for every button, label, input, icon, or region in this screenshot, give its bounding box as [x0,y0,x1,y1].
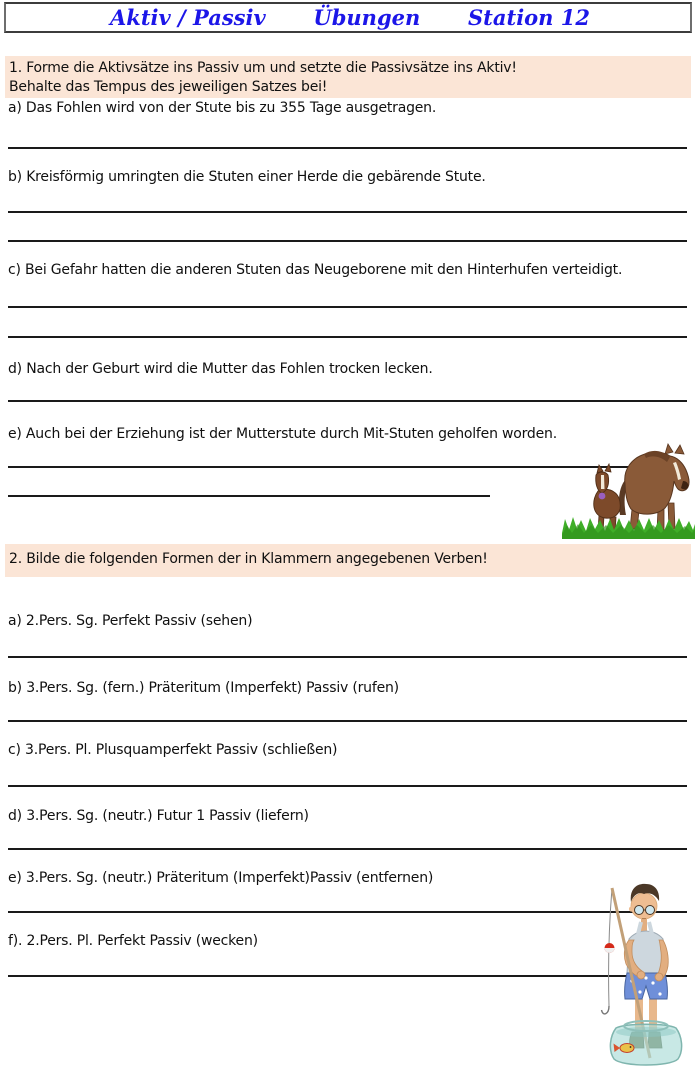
answer-line [8,656,687,658]
task2-item-d: d) 3.Pers. Sg. (neutr.) Futur 1 Passiv (liefern) [8,808,309,824]
answer-line [8,336,687,338]
answer-line [8,975,687,977]
mare-with-foal-icon [562,429,695,539]
answer-line [8,848,687,850]
boy-fishing-image [596,860,696,1070]
boy-fishing-icon [596,860,696,1070]
answer-line [8,400,687,402]
answer-line [8,720,687,722]
task1-item-a: a) Das Fohlen wird von der Stute bis zu 355 Tage ausgetragen. [8,100,437,116]
mare-with-foal-image [562,429,695,539]
task1-instruction-line2: Behalte das Tempus des jeweiligen Satzes bei! [9,79,328,95]
answer-line [8,147,687,149]
task1-item-e: e) Auch bei der Erziehung ist der Mutterstute durch Mit-Stuten geholfen worden. [8,426,557,442]
task1-instruction [5,56,691,98]
task2-instruction [5,544,691,577]
answer-line [8,211,687,213]
task2-item-f: f). 2.Pers. Pl. Perfekt Passiv (wecken) [8,933,258,949]
answer-line [8,785,687,787]
answer-line [8,240,687,242]
task2-instruction-text: 2. Bilde die folgenden Formen der in Klammern angegebenen Verben! [9,551,488,567]
header-subtitle: Übungen [313,5,421,30]
task1-item-b: b) Kreisförmig umringten die Stuten einer Herde die gebärende Stute. [8,169,486,185]
task2-item-b: b) 3.Pers. Sg. (fern.) Präteritum (Imperfekt) Passiv (rufen) [8,680,399,696]
task2-item-c: c) 3.Pers. Pl. Plusquamperfekt Passiv (schließen) [8,742,338,758]
answer-line [8,306,687,308]
task1-instruction-line1: 1. Forme die Aktivsätze ins Passiv um und setzte die Passivsätze ins Aktiv! [9,60,517,76]
task2-item-a: a) 2.Pers. Sg. Perfekt Passiv (sehen) [8,613,253,629]
header-station-label: Station 12 [468,5,590,30]
answer-line [8,466,630,468]
task1-item-c: c) Bei Gefahr hatten die anderen Stuten das Neugeborene mit den Hinterhufen verteidigt. [8,262,623,278]
task2-item-e: e) 3.Pers. Sg. (neutr.) Präteritum (Imperfekt)Passiv (entfernen) [8,870,434,886]
task1-item-d: d) Nach der Geburt wird die Mutter das Fohlen trocken lecken. [8,361,433,377]
answer-line [8,495,490,497]
header-title: Aktiv / Passiv [110,5,266,30]
worksheet-header [4,2,692,33]
answer-line [8,911,687,913]
